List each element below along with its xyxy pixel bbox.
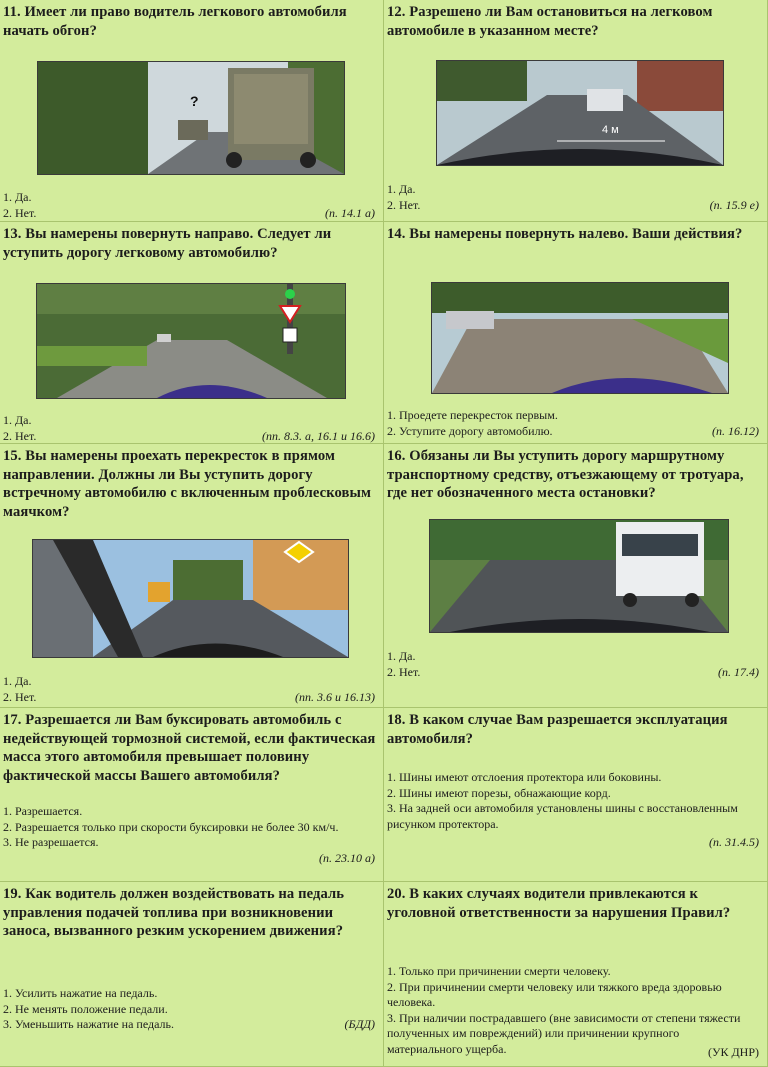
question-text: 18. В каком случае Вам разрешается эксплуатация автомобиля? (387, 712, 728, 747)
rule-reference: (БДД) (344, 1017, 375, 1031)
question-text: 11. Имеет ли право водитель легкового автомобиля начать обгон? (3, 4, 347, 39)
question-card-15 (0, 444, 384, 708)
answer-option: 1. Разрешается. (3, 804, 83, 818)
answer-option: 1. Да. (387, 182, 416, 196)
answer-option: 2. Нет. (3, 205, 37, 220)
answer-option: 2. Нет. (3, 428, 37, 443)
answer-option: 2. Уступите дорогу автомобилю. (387, 423, 553, 438)
rule-reference: (УК ДНР) (707, 1045, 759, 1059)
road-image-intersection-emergency (32, 539, 349, 658)
question-text: 13. Вы намерены повернуть направо. Следует ли уступить дорогу легковому автомобилю? (3, 226, 332, 261)
rule-reference: (п. 15.9 е) (709, 198, 759, 212)
question-text: 16. Обязаны ли Вы уступить дорогу маршрутному транспортному средству, отъезжающему от тротуара, где нет обозначенного места остановки? (387, 448, 744, 501)
answer-option: 2. Шины имеют порезы, обнажающие корд. (387, 785, 611, 800)
road-image-right-turn (36, 283, 346, 399)
answer-option: 1. Шины имеют отслоения протектора или боковины. (387, 770, 662, 784)
answer-option: 2. Нет. (387, 664, 421, 679)
road-image-left-turn (431, 282, 729, 394)
rule-reference: (п. 17.4) (718, 665, 759, 679)
svg-text:?: ? (190, 93, 199, 109)
answer-option: 2. Нет. (3, 689, 37, 704)
answer-list (387, 182, 759, 213)
answer-list (387, 964, 755, 1057)
question-card-12 (384, 0, 768, 222)
answer-option: 3. На задней оси автомобиля установлены шины с восстановленным рисунком протектора. (387, 801, 738, 831)
question-card-18 (384, 708, 768, 882)
rule-reference: (п. 16.12) (712, 424, 759, 438)
question-card-17 (0, 708, 384, 882)
answer-list (387, 649, 759, 680)
question-card-14 (384, 222, 768, 444)
answer-option: 3. Уменьшить нажатие на педаль. (3, 1017, 175, 1031)
rule-reference: (пп. 3.6 и 16.13) (295, 690, 375, 704)
answer-option: 1. Проедете перекресток первым. (387, 408, 558, 422)
answer-option: 1. Да. (387, 649, 416, 663)
answer-option: 2. Нет. (387, 197, 421, 212)
answer-list (387, 408, 759, 439)
question-text: 19. Как водитель должен воздействовать на педаль управления подачей топлива при возникновении заноса, вызванного резким ускорением движения? (3, 886, 345, 939)
question-card-11 (0, 0, 384, 222)
question-card-13 (0, 222, 384, 444)
answer-list (3, 986, 375, 1033)
distance-label: 4 м (602, 124, 619, 136)
answer-list (3, 804, 343, 851)
answer-option: 3. При наличии пострадавшего (вне зависимости от степени тяжести полученных им повреждений) или причинении крупного материального ущерба. (387, 1010, 741, 1056)
rule-reference: (п. 14.1 а) (325, 206, 375, 220)
road-image-route-bus (429, 519, 729, 633)
question-text: 14. Вы намерены повернуть налево. Ваши действия? (387, 226, 743, 242)
road-image-stopping-place (436, 60, 724, 166)
question-text: 17. Разрешается ли Вам буксировать автомобиль с недействующей тормозной системой, если фактическая масса этого автомобиля превышает половину фактической массы Вашего автомобиля? (3, 712, 376, 784)
answer-option: 1. Да. (3, 413, 32, 427)
rule-reference: (п. 23.10 а) (319, 851, 375, 865)
answer-option: 2. Не менять положение педали. (3, 1001, 168, 1016)
answer-option: 3. Не разрешается. (3, 835, 99, 849)
question-card-19 (0, 882, 384, 1067)
answer-option: 1. Усилить нажатие на педаль. (3, 986, 158, 1000)
question-text: 20. В каких случаях водители привлекаются к уголовной ответственности за нарушения Правил? (387, 886, 731, 921)
question-text: 15. Вы намерены проехать перекресток в прямом направлении. Должны ли Вы уступить дорогу встречному автомобилю с включенным проблесковым маячком? (3, 448, 372, 520)
answer-option: 1. Только при причинении смерти человеку. (387, 964, 611, 978)
rule-reference: (пп. 8.3. а, 16.1 и 16.6) (262, 429, 375, 443)
road-image-truck-overtaking (37, 61, 345, 175)
question-card-20 (384, 882, 768, 1067)
answer-option: 1. Да. (3, 190, 32, 204)
answer-list (3, 190, 375, 221)
rule-reference: (п. 31.4.5) (709, 835, 759, 849)
question-card-16 (384, 444, 768, 708)
answer-option: 1. Да. (3, 674, 32, 688)
answer-option: 2. Разрешается только при скорости буксировки не более 30 км/ч. (3, 819, 339, 834)
question-text: 12. Разрешено ли Вам остановиться на легковом автомобиле в указанном месте? (387, 4, 713, 39)
answer-list (387, 770, 747, 832)
answer-option: 2. При причинении смерти человеку или тяжкого вреда здоровью человека. (387, 979, 722, 1009)
